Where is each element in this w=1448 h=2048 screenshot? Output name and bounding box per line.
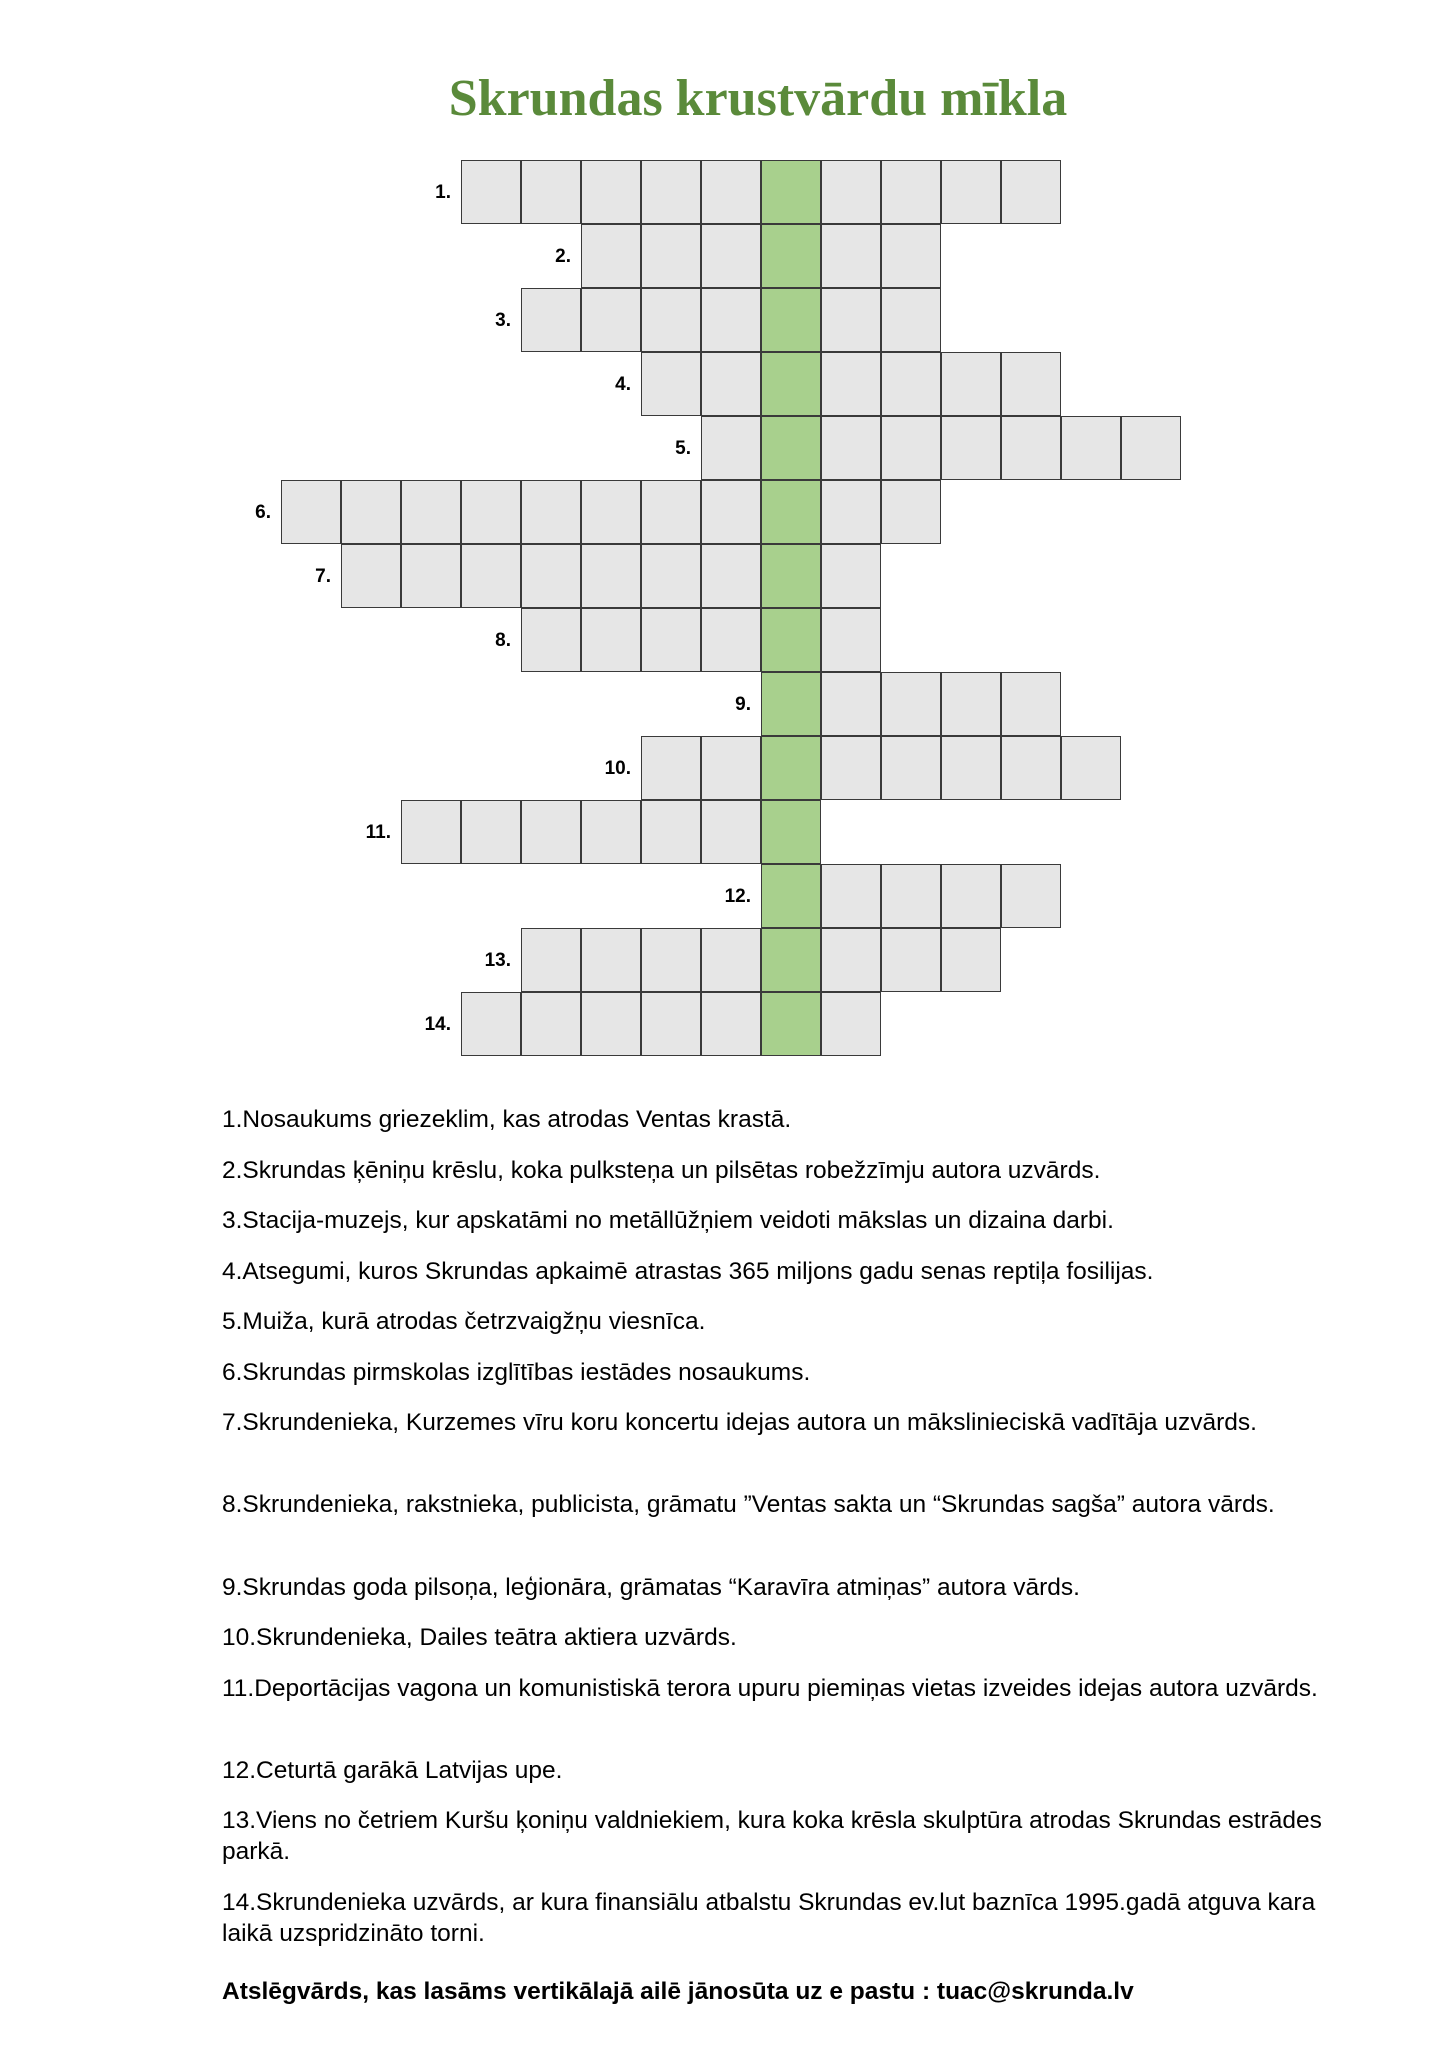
- keyword-cell[interactable]: [761, 736, 821, 800]
- keyword-cell[interactable]: [761, 160, 821, 224]
- crossword-cell[interactable]: [1001, 672, 1061, 736]
- keyword-cell[interactable]: [761, 416, 821, 480]
- crossword-cell[interactable]: [701, 928, 761, 992]
- crossword-cell[interactable]: [701, 608, 761, 672]
- row-number: 3.: [495, 310, 511, 331]
- crossword-cell[interactable]: [701, 480, 761, 544]
- crossword-cell[interactable]: [881, 416, 941, 480]
- crossword-cell[interactable]: [581, 608, 641, 672]
- crossword-cell[interactable]: [1001, 736, 1061, 800]
- crossword-cell[interactable]: [461, 160, 521, 224]
- crossword-cell[interactable]: [401, 800, 461, 864]
- clue-item: 3.Stacija-muzejs, kur apskatāmi no metāllūžņiem veidoti mākslas un dizaina darbi.: [222, 1207, 1114, 1234]
- crossword-cell[interactable]: [881, 224, 941, 288]
- crossword-cell[interactable]: [581, 992, 641, 1056]
- crossword-cell[interactable]: [821, 672, 881, 736]
- crossword-cell[interactable]: [821, 928, 881, 992]
- clue-item: 8.Skrundenieka, rakstnieka, publicista, grāmatu ”Ventas sakta un “Skrundas sagša” autora vārds.: [222, 1491, 1275, 1518]
- row-number: 11.: [365, 822, 391, 843]
- row-number: 6.: [255, 502, 271, 523]
- crossword-cell[interactable]: [701, 160, 761, 224]
- crossword-cell[interactable]: [701, 544, 761, 608]
- crossword-cell[interactable]: [881, 288, 941, 352]
- crossword-cell[interactable]: [821, 288, 881, 352]
- row-number: 13.: [484, 950, 511, 971]
- keyword-instructions: Atslēgvārds, kas lasāms vertikālajā ailē jānosūta uz e pastu : tuac@skrunda.lv: [222, 1978, 1134, 2005]
- row-number: 8.: [495, 630, 511, 651]
- crossword-cell[interactable]: [701, 736, 761, 800]
- crossword-cell[interactable]: [461, 480, 521, 544]
- crossword-cell[interactable]: [641, 160, 701, 224]
- row-number: 7.: [315, 566, 331, 587]
- crossword-cell[interactable]: [641, 544, 701, 608]
- crossword-cell[interactable]: [881, 864, 941, 928]
- crossword-cell[interactable]: [821, 864, 881, 928]
- crossword-cell[interactable]: [461, 800, 521, 864]
- clue-item: 6.Skrundas pirmskolas izglītības iestādes nosaukums.: [222, 1359, 811, 1386]
- keyword-cell[interactable]: [761, 224, 821, 288]
- crossword-cell[interactable]: [521, 480, 581, 544]
- crossword-cell[interactable]: [521, 800, 581, 864]
- crossword-cell[interactable]: [881, 672, 941, 736]
- crossword-cell[interactable]: [881, 736, 941, 800]
- clue-item: 14.Skrundenieka uzvārds, ar kura finansiālu atbalstu Skrundas ev.lut baznīca 1995.gadā atguva kara laikā uzspridzināto torni.: [222, 1889, 1316, 1947]
- crossword-cell[interactable]: [821, 224, 881, 288]
- crossword-cell[interactable]: [941, 928, 1001, 992]
- clue-item: 12.Ceturtā garākā Latvijas upe.: [222, 1757, 563, 1784]
- crossword-cell[interactable]: [821, 160, 881, 224]
- crossword-cell[interactable]: [581, 224, 641, 288]
- crossword-cell[interactable]: [521, 288, 581, 352]
- crossword-cell[interactable]: [1001, 160, 1061, 224]
- crossword-cell[interactable]: [881, 160, 941, 224]
- row-number: 12.: [724, 886, 751, 907]
- keyword-cell[interactable]: [761, 288, 821, 352]
- crossword-cell[interactable]: [581, 480, 641, 544]
- crossword-cell[interactable]: [521, 928, 581, 992]
- keyword-cell[interactable]: [761, 800, 821, 864]
- crossword-cell[interactable]: [821, 544, 881, 608]
- crossword-cell[interactable]: [1001, 352, 1061, 416]
- crossword-cell[interactable]: [941, 736, 1001, 800]
- crossword-cell[interactable]: [821, 352, 881, 416]
- crossword-cell[interactable]: [821, 416, 881, 480]
- crossword-cell[interactable]: [1061, 736, 1121, 800]
- crossword-cell[interactable]: [581, 288, 641, 352]
- crossword-cell[interactable]: [281, 480, 341, 544]
- crossword-cell[interactable]: [641, 992, 701, 1056]
- crossword-cell[interactable]: [461, 544, 521, 608]
- crossword-cell[interactable]: [641, 736, 701, 800]
- row-number: 1.: [435, 182, 451, 203]
- crossword-cell[interactable]: [401, 480, 461, 544]
- crossword-cell[interactable]: [521, 544, 581, 608]
- clue-item: 9.Skrundas goda pilsoņa, leģionāra, grāmatas “Karavīra atmiņas” autora vārds.: [222, 1574, 1080, 1601]
- crossword-cell[interactable]: [641, 224, 701, 288]
- row-number: 5.: [675, 438, 691, 459]
- clue-item: 7.Skrundenieka, Kurzemes vīru koru koncertu idejas autora un mākslinieciskā vadītāja uzvārds.: [222, 1409, 1257, 1436]
- crossword-cell[interactable]: [941, 672, 1001, 736]
- crossword-cell[interactable]: [821, 480, 881, 544]
- keyword-cell[interactable]: [761, 864, 821, 928]
- crossword-cell[interactable]: [521, 608, 581, 672]
- crossword-cell[interactable]: [641, 480, 701, 544]
- crossword-cell[interactable]: [941, 416, 1001, 480]
- keyword-cell[interactable]: [761, 544, 821, 608]
- crossword-cell[interactable]: [821, 992, 881, 1056]
- row-number: 14.: [424, 1014, 451, 1035]
- clue-item: 2.Skrundas ķēniņu krēslu, koka pulksteņa un pilsētas robežzīmju autora uzvārds.: [222, 1157, 1101, 1184]
- crossword-cell[interactable]: [701, 288, 761, 352]
- clue-item: 11.Deportācijas vagona un komunistiskā terora upuru piemiņas vietas izveides idejas autora uzvārds.: [222, 1675, 1318, 1702]
- clue-item: 10.Skrundenieka, Dailes teātra aktiera uzvārds.: [222, 1624, 737, 1651]
- crossword-cell[interactable]: [1001, 864, 1061, 928]
- crossword-cell[interactable]: [701, 416, 761, 480]
- crossword-cell[interactable]: [521, 992, 581, 1056]
- crossword-cell[interactable]: [701, 800, 761, 864]
- crossword-cell[interactable]: [581, 544, 641, 608]
- crossword-cell[interactable]: [641, 352, 701, 416]
- keyword-cell[interactable]: [761, 480, 821, 544]
- clue-item: 1.Nosaukums griezeklim, kas atrodas Ventas krastā.: [222, 1106, 792, 1133]
- keyword-cell[interactable]: [761, 608, 821, 672]
- row-number: 2.: [555, 246, 571, 267]
- crossword-cell[interactable]: [581, 928, 641, 992]
- crossword-cell[interactable]: [821, 736, 881, 800]
- crossword-cell[interactable]: [881, 480, 941, 544]
- keyword-cell[interactable]: [761, 992, 821, 1056]
- crossword-cell[interactable]: [821, 608, 881, 672]
- crossword-cell[interactable]: [701, 352, 761, 416]
- keyword-cell[interactable]: [761, 672, 821, 736]
- clue-item: 13.Viens no četriem Kuršu ķoniņu valdniekiem, kura koka krēsla skulptūra atrodas Skrundas estrādes parkā.: [222, 1807, 1322, 1865]
- crossword-cell[interactable]: [1121, 416, 1181, 480]
- crossword-cell[interactable]: [581, 160, 641, 224]
- crossword-cell[interactable]: [701, 992, 761, 1056]
- crossword-cell[interactable]: [641, 800, 701, 864]
- clue-item: 5.Muiža, kurā atrodas četrzvaigžņu viesnīca.: [222, 1308, 706, 1335]
- page-title: Skrundas krustvārdu mīkla: [448, 70, 1068, 127]
- crossword-cell[interactable]: [641, 928, 701, 992]
- keyword-cell[interactable]: [761, 352, 821, 416]
- crossword-cell[interactable]: [941, 352, 1001, 416]
- crossword-cell[interactable]: [881, 352, 941, 416]
- row-number: 4.: [615, 374, 631, 395]
- crossword-cell[interactable]: [701, 224, 761, 288]
- crossword-cell[interactable]: [341, 544, 401, 608]
- clue-item: 4.Atsegumi, kuros Skrundas apkaimē atrastas 365 miljons gadu senas reptiļa fosilijas.: [222, 1258, 1154, 1285]
- crossword-cell[interactable]: [941, 160, 1001, 224]
- crossword-cell[interactable]: [581, 800, 641, 864]
- crossword-cell[interactable]: [641, 608, 701, 672]
- crossword-cell[interactable]: [1001, 416, 1061, 480]
- crossword-cell[interactable]: [521, 160, 581, 224]
- crossword-cell[interactable]: [1061, 416, 1121, 480]
- crossword-cell[interactable]: [941, 864, 1001, 928]
- crossword-cell[interactable]: [881, 928, 941, 992]
- crossword-cell[interactable]: [461, 992, 521, 1056]
- row-number: 10.: [604, 758, 631, 779]
- crossword-cell[interactable]: [341, 480, 401, 544]
- row-number: 9.: [735, 694, 751, 715]
- keyword-cell[interactable]: [761, 928, 821, 992]
- crossword-cell[interactable]: [641, 288, 701, 352]
- crossword-cell[interactable]: [401, 544, 461, 608]
